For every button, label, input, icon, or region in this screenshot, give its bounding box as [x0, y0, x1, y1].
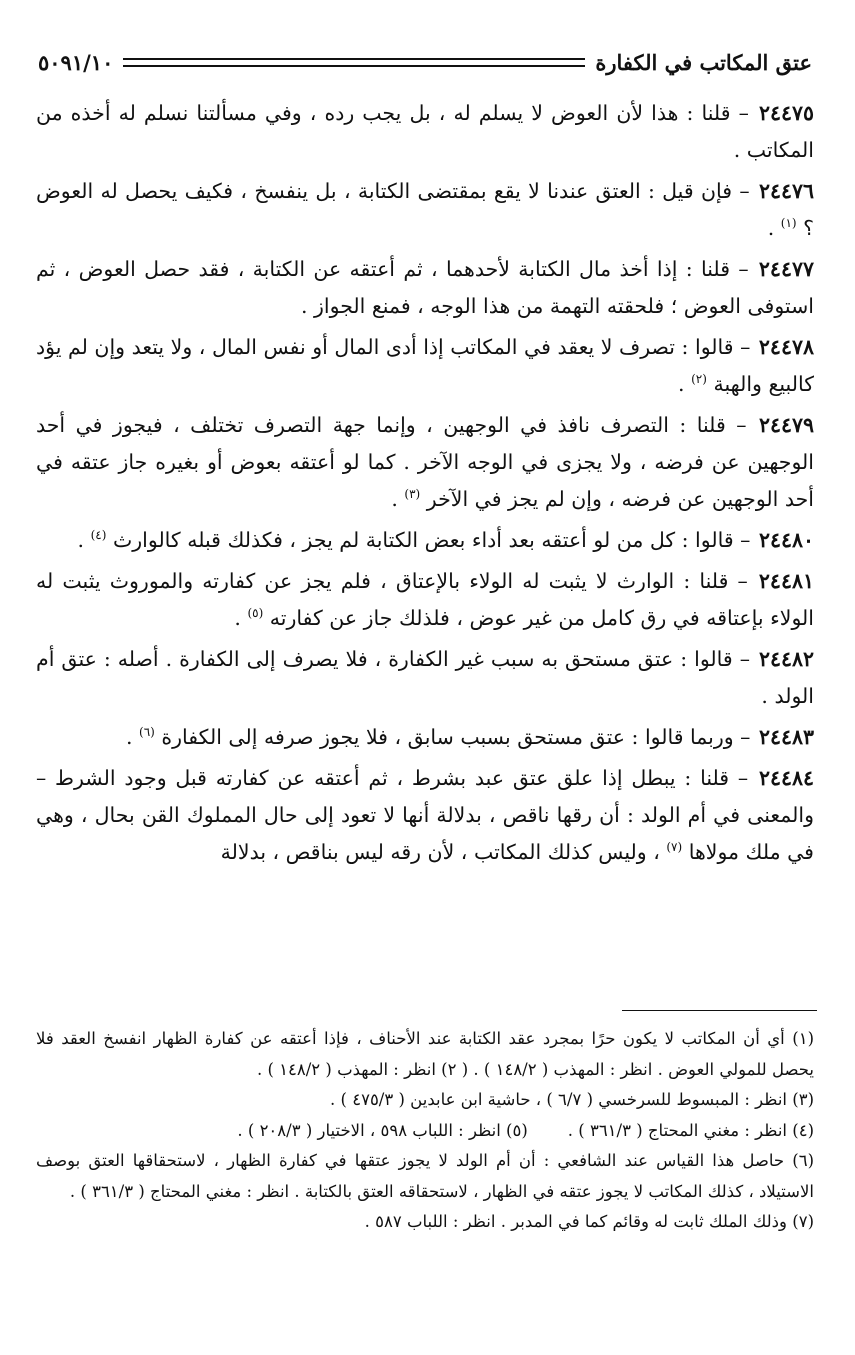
paragraph: [36, 407, 814, 518]
paragraph-number: ٢٤٤٧٧: [758, 257, 814, 281]
paragraph-text: – قالوا : تصرف لا يعقد في المكاتب إذا أدى المال أو نفس المال ، ولا يتعد وإن لم يؤد كالبيع والهبة: [36, 335, 814, 396]
paragraph-number: ٢٤٤٨٤: [758, 766, 814, 790]
paragraph-tail: .: [125, 725, 133, 749]
paragraph-number: ٢٤٤٧٩: [758, 413, 814, 437]
paragraph-number: ٢٤٤٨١: [758, 569, 814, 593]
footnote-separator: [622, 1010, 817, 1011]
paragraph: [36, 641, 814, 715]
paragraph-text: – فإن قيل : العتق عندنا لا يقع بمقتضى الكتابة ، بل ينفسخ ، فكيف يحصل له العوض ؟: [36, 179, 814, 240]
paragraph: [36, 760, 814, 871]
paragraph-text: – قلنا : يبطل إذا علق عتق عبد بشرط ، ثم أعتقه عن كفارته قبل وجود الشرط – والمعنى في أم الولد : أن رقها ناقص ، بدلالة أنها لا تعود إلى حال المملوك القن بحال ، وهي في ملك مولاها: [36, 766, 814, 864]
paragraph: [36, 329, 814, 403]
page-reference: ٥٠٩١/١٠: [38, 49, 114, 75]
footnote-ref: (٧): [666, 840, 683, 855]
paragraph-tail: .: [678, 372, 685, 396]
paragraph: [36, 251, 814, 325]
footnote-5: (٥) انظر : اللباب ٥٩٨ ، الاختيار ( ٢٠٨/٣ ) .: [237, 1120, 528, 1140]
paragraph-number: ٢٤٤٨٣: [758, 725, 814, 749]
paragraph-tail: ، وليس كذلك المكاتب ، لأن رقه ليس بناقص ، بدلالة: [220, 840, 660, 864]
main-text: [36, 95, 814, 875]
paragraph-text: – قالوا : عتق مستحق به سبب غير الكفارة ، فلا يصرف إلى الكفارة . أصله : عتق أم الولد .: [36, 647, 814, 708]
paragraph-text: – قلنا : الوارث لا يثبت له الولاء بالإعتاق ، فلم يجز عن كفارته والموروث يثبت له الولاء بإعتاقه في رق كامل من غير عوض ، فلذلك جاز عن كفارته: [36, 569, 814, 630]
paragraph: [36, 95, 814, 169]
footnote-4: (٤) انظر : مغني المحتاج ( ٣٦١/٣ ) .: [567, 1120, 814, 1140]
paragraph: [36, 173, 814, 247]
footnote-ref: (٤): [90, 528, 107, 543]
chapter-title: عتق المكاتب في الكفارة: [595, 49, 812, 75]
paragraph-text: – وربما قالوا : عتق مستحق بسبب سابق ، فلا يجوز صرفه إلى الكفارة: [161, 725, 751, 749]
footnote-ref: (٢): [691, 372, 707, 387]
paragraph-number: ٢٤٤٧٥: [758, 101, 814, 125]
paragraph-number: ٢٤٤٨٢: [758, 647, 814, 671]
footnote-ref: (٦): [139, 725, 155, 740]
paragraph: [36, 522, 814, 559]
paragraph-number: ٢٤٤٧٦: [758, 179, 814, 203]
footnote-7: (٧) وذلك الملك ثابت له وقائم كما في المدبر . انظر : اللباب ٥٨٧ .: [364, 1212, 814, 1231]
footnote-1-2: (١) أي أن المكاتب لا يكون حرًا بمجرد عقد الكتابة عند الأحناف ، فإذا أعتقه عن كفارة الظهار انفسخ العقد فلا يحصل للمولي العوض . انظر : المهذب ( ١٤٨/٢ ) . ( ٢) انظر : المهذب ( ١٤٨/٢ ) .: [36, 1029, 814, 1079]
paragraph-tail: .: [767, 216, 775, 240]
paragraph-tail: .: [77, 528, 85, 552]
paragraph-tail: .: [391, 487, 398, 511]
paragraph-number: ٢٤٤٧٨: [758, 335, 814, 359]
paragraph-tail: .: [234, 606, 241, 630]
running-header: [38, 44, 812, 80]
footnote-ref: (٣): [404, 487, 421, 502]
paragraph-number: ٢٤٤٨٠: [758, 528, 814, 552]
paragraph-text: – قالوا : كل من لو أعتقه بعد أداء بعض الكتابة لم يجز ، فكذلك قبله كالوارث: [112, 528, 751, 552]
paragraph-text: – قلنا : التصرف نافذ في الوجهين ، وإنما جهة التصرف تختلف ، فيجوز في أحد الوجهين عن فرضه ، ولا يجزى في الوجه الآخر . كما لو أعتقه بعوض أو بغيره جاز عتقه في أحد الوجهين عن فرضه ، وإن لم يجز في الآخر: [36, 413, 814, 511]
paragraph-text: – قلنا : إذا أخذ مال الكتابة لأحدهما ، ثم أعتقه عن الكتابة ، فقد حصل العوض ، ثم استوفى العوض ؛ فلحقته التهمة من هذا الوجه ، فمنع الجواز .: [36, 257, 814, 318]
paragraph: [36, 719, 814, 756]
footnote-6: (٦) حاصل هذا القياس عند الشافعي : أن أم الولد لا يجوز عتقها في كفارة الظهار ، لاستحقاقها العتق بوصف الاستيلاد ، كذلك المكاتب لا يجوز عتقه في الظهار ، لاستحقاقه العتق بالكتابة . انظر : مغني المحتاج ( ٣٦١/٣ ) .: [36, 1151, 814, 1201]
footnote-ref: (٥): [247, 606, 264, 621]
footnote-3: (٣) انظر : المبسوط للسرخسي ( ٦/٧ ) ، حاشية ابن عابدين ( ٤٧٥/٣ ) .: [330, 1090, 814, 1109]
footnote-row-4-5: [36, 1116, 814, 1147]
footnote-ref: (١): [780, 216, 797, 231]
footnotes: [36, 1024, 814, 1238]
paragraph: [36, 563, 814, 637]
header-rule: [123, 58, 585, 67]
paragraph-text: – قلنا : هذا لأن العوض لا يسلم له ، بل يجب رده ، وفي مسألتنا نسلم له أخذه من المكاتب .: [36, 101, 814, 162]
